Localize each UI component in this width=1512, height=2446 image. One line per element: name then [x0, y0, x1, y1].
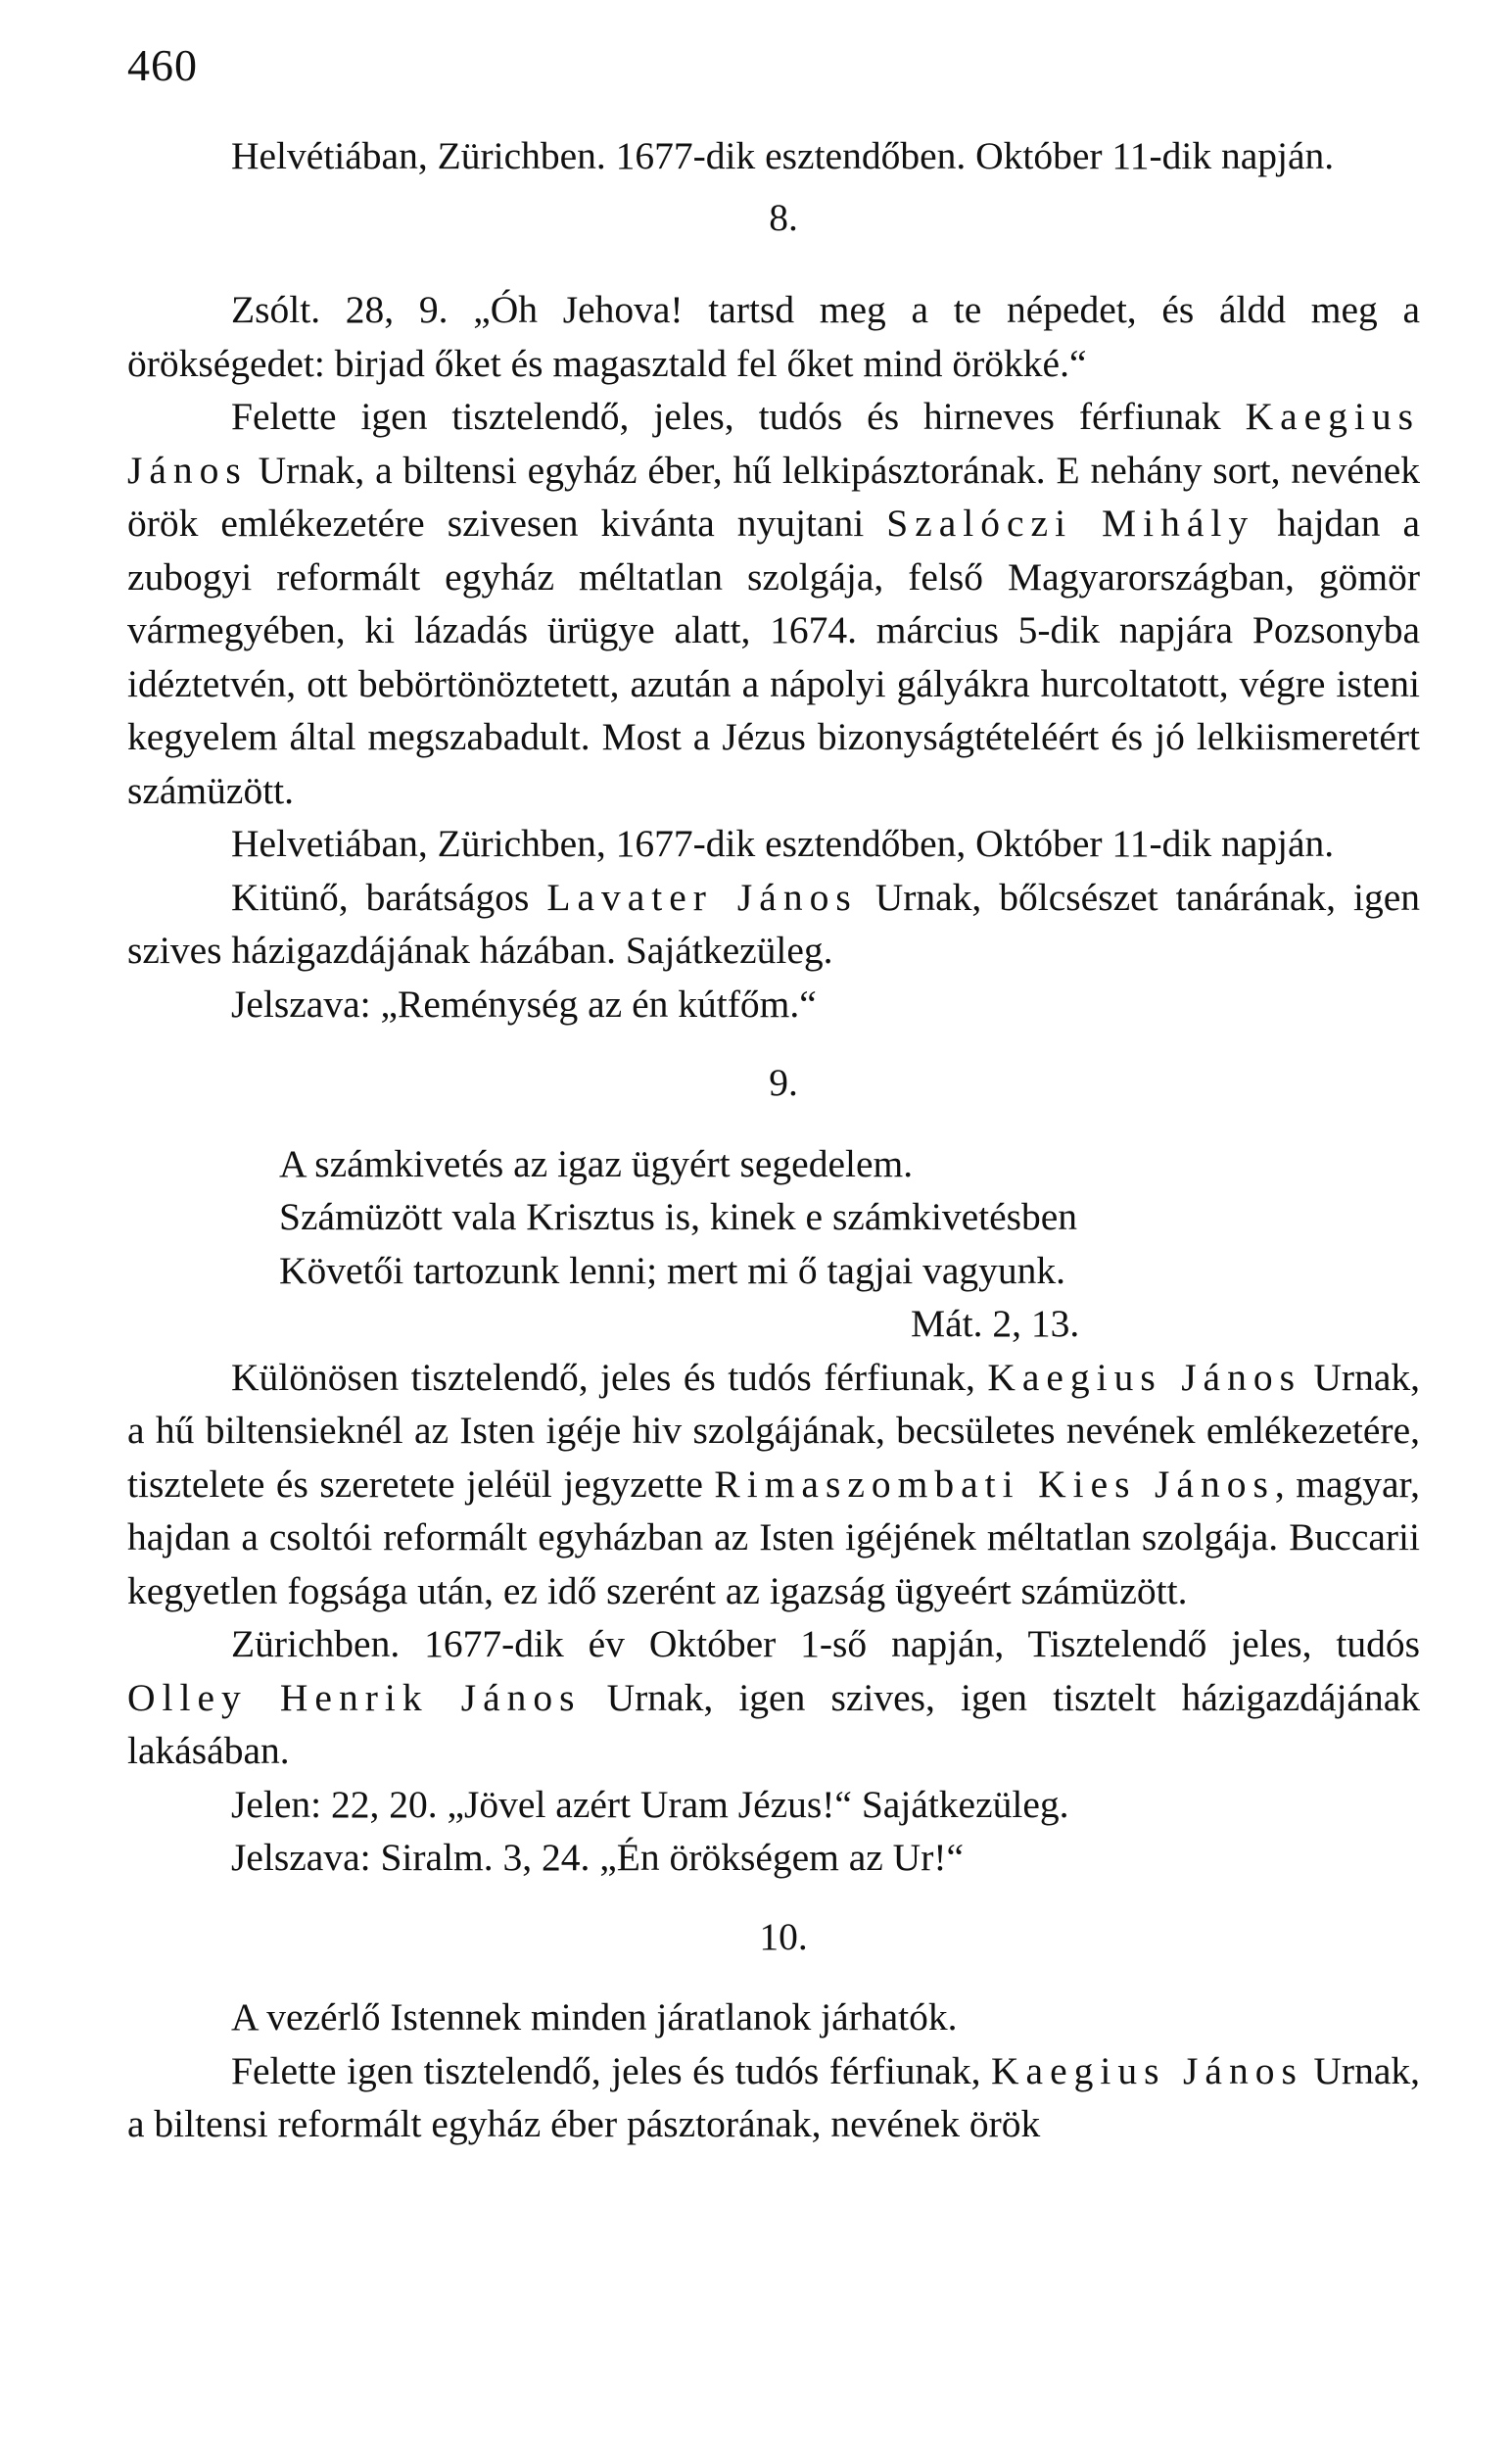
dedication-2-text-c: , magyar, hajdan a csoltói reformált egyházban az Isten igéjének méltatlan szolgája. Buccarii kegyetlen fogsága után, ez idő szerént az igazság ügyeért számüzött.: [127, 1462, 1420, 1612]
section-heading-10: 10.: [759, 1914, 808, 1958]
paragraph-host-lavater: [127, 871, 1420, 978]
dedication-3-text-b: Urnak, a biltensi reformált egyház éber pásztorának, nevének örök: [127, 2048, 1420, 2145]
paragraph-dateline-2: Helvetiában, Zürichben, 1677-dik esztendőben, Október 11-dik napján.: [231, 822, 1335, 865]
name-kaegius-janos-3: Kaegius János: [991, 2048, 1303, 2092]
name-rimaszombati-kies-janos: Rimaszombati Kies János: [714, 1462, 1275, 1506]
dateline-3-text-b: Urnak, igen szives, igen tisztelt házigazdájának lakásában.: [127, 1675, 1420, 1772]
paragraph-motto-2: Jelszava: Siralm. 3, 24. „Én örökségem az Ur!“: [231, 1836, 965, 1879]
paragraph-dateline-1: Helvétiában, Zürichben. 1677-dik esztendőben. Október 11-dik napján.: [231, 134, 1335, 177]
section-heading-8: 8.: [769, 195, 798, 239]
paragraph-motto-3: A vezérlő Istennek minden járatlanok járhatók.: [231, 1995, 958, 2038]
name-kaegius-janos: Kaegius János: [127, 395, 1420, 492]
verse-line-2: Számüzött vala Krisztus is, kinek e számkivetésben: [279, 1195, 1078, 1238]
verse-reference: Mát. 2, 13.: [911, 1302, 1080, 1345]
name-szaloczi-mihaly: Szalóczi Mihály: [886, 502, 1255, 545]
paragraph-dedication-2: [127, 1351, 1420, 1618]
page-number: 460: [127, 40, 198, 90]
name-lavater-janos: Lavater János: [546, 875, 858, 919]
dedication-3-text-a: Felette igen tisztelendő, jeles és tudós férfiunak,: [231, 2048, 992, 2092]
dedication-1-text-a: Felette igen tisztelendő, jeles, tudós és hirneves férfiunak: [231, 395, 1246, 438]
paragraph-psalm-quote: Zsólt. 28, 9. „Óh Jehova! tartsd meg a te népedet, és áldd meg a örökségedet: birjad őket és magasztald fel őket mind örökké.“: [127, 288, 1420, 385]
body-text: [127, 129, 1420, 2151]
dedication-1-text-c: hajdan a zubogyi reformált egyház méltatlan szolgája, felső Magyarországban, gömör vármegyében, ki lázadás ürügye alatt, 1674. március 5-dik napjára Pozsonyba idéztetvén, ott bebörtönöztetett, azután a nápolyi gályákra hurcoltatott, végre isteni kegyelem által megszabadult. Most a Jézus bizonyságtételéért és jó lelkiismeretért számüzött.: [127, 502, 1420, 812]
dedication-2-text-a: Különösen tisztelendő, jeles és tudós férfiunak,: [231, 1355, 988, 1399]
dedication-2-text-b: Urnak, a hű biltensieknél az Isten igéje hiv szolgájának, becsületes nevének emlékezetére, tisztelete és szeretete jeléül jegyzette: [127, 1355, 1420, 1506]
paragraph-dedication-1: [127, 390, 1420, 817]
verse-line-3: Követői tartozunk lenni; mert mi ő tagjai vagyunk.: [279, 1248, 1065, 1292]
name-kaegius-janos-2: Kaegius János: [987, 1355, 1301, 1399]
name-olley-henrik-janos: Olley Henrik János: [127, 1675, 582, 1719]
paragraph-motto-1: Jelszava: „Reménység az én kútfőm.“: [231, 982, 817, 1026]
paragraph-scripture-ref: Jelen: 22, 20. „Jövel azért Uram Jézus!“ Sajátkezüleg.: [231, 1782, 1069, 1826]
dateline-3-text-a: Zürichben. 1677-dik év Október 1-ső napján, Tisztelendő jeles, tudós: [231, 1622, 1420, 1665]
host-text-a: Kitünő, barátságos: [231, 875, 547, 919]
paragraph-dedication-3: [127, 2044, 1420, 2151]
section-heading-9: 9.: [769, 1061, 798, 1104]
paragraph-dateline-3: [127, 1617, 1420, 1778]
verse-line-1: A számkivetés az igaz ügyért segedelem.: [279, 1141, 914, 1185]
host-text-b: Urnak, bőlcsészet tanárának, igen szives házigazdájának házában. Sajátkezüleg.: [127, 875, 1421, 972]
dedication-1-text-b: Urnak, a biltensi egyház éber, hű lelkipásztorának. E nehány sort, nevének örök emlékezetére szivesen kivánta nyujtani: [127, 448, 1420, 545]
